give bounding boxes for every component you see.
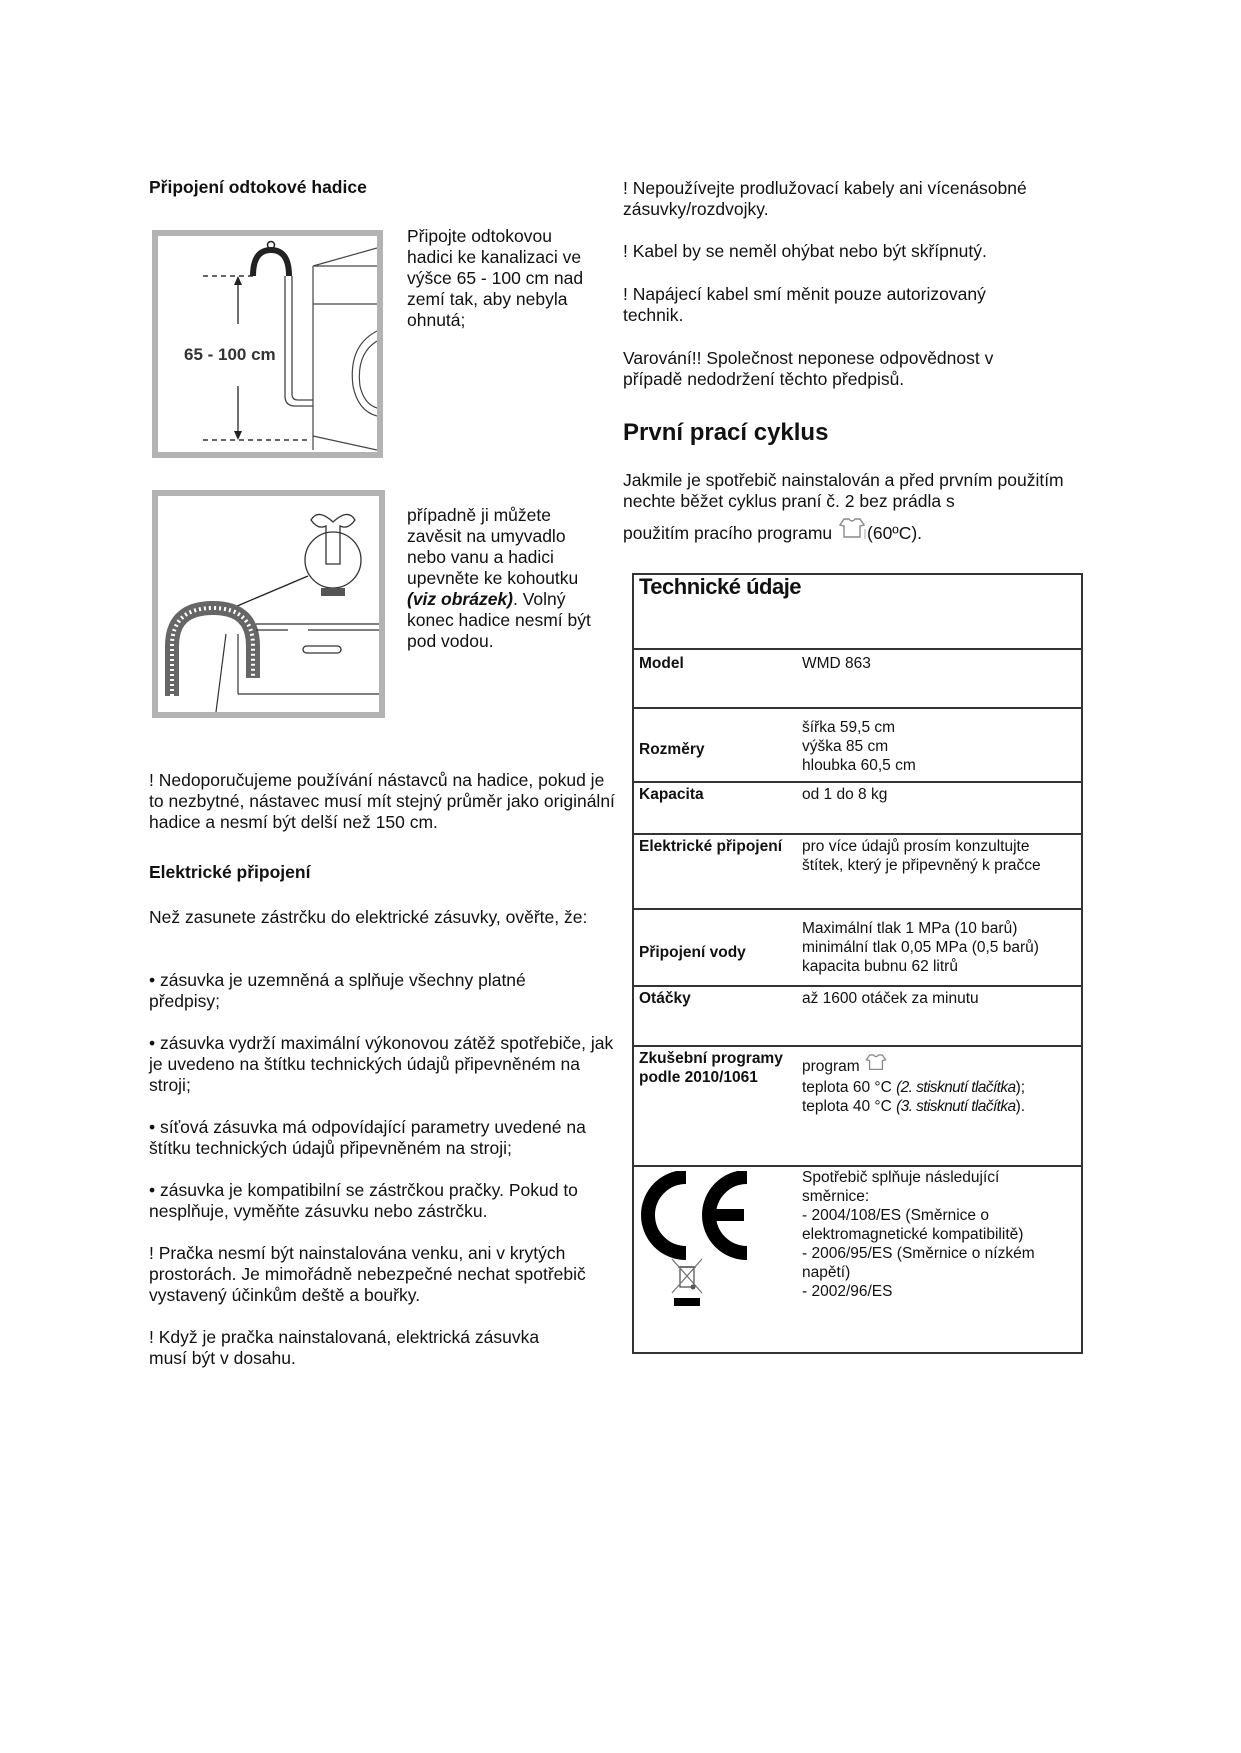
spec-value: pro více údajů prosím konzultujte štítek, který je připevněný k pračce [792,834,1082,909]
reach-warning-text: ! Když je pračka nainstalovaná, elektrická zásuvka musí být v dosahu. [149,1327,540,1368]
table-row [633,782,1082,834]
first-cycle-text: Jakmile je spotřebič nainstalován a před prvním použitím nechte běžet cyklus praní č. 2 bez prádla s [623,470,1064,511]
table-row [633,649,1082,708]
bullet-parameters: • síťová zásuvka má odpovídající parametry uvedené na štítku technických údajů připevněném na stroji; [149,1117,586,1158]
outdoor-warning-text: ! Pračka nesmí být nainstalována venku, ani v krytých prostorách. Je mimořádně nebezpečné nechat spotřebič vystavený účinkům deště a bouřky. [149,1243,586,1305]
drain-instruction-text: Připojte odtokovou hadici ke kanalizaci ve výšce 65 - 100 cm nad zemí tak, aby nebyla ohnutá; [407,226,584,330]
spec-key: Otáčky [633,986,792,1046]
spec-value: od 1 do 8 kg [792,782,1082,834]
technical-specs-table [632,573,1083,1354]
compliance-row [633,1166,1082,1353]
drain-height-illustration [158,236,377,452]
cable-bend-warning: ! Kabel by se neměl ohýbat nebo být skřípnutý. [623,241,987,261]
compliance-logos [633,1166,792,1353]
first-wash-cycle-heading: První prací cyklus [623,419,829,446]
bullet-compatible: • zásuvka je kompatibilní se zástrčkou pračky. Pokud to nesplňuje, vyměňte zásuvku nebo zástrčku. [149,1180,578,1221]
spec-value: až 1600 otáček za minutu [792,986,1082,1046]
hose-hook-text: případně ji můžete zavěsit na umyvadlo nebo vanu a hadici upevněte ke kohoutku (viz obrázek). Volný konec hadice nesmí být pod vodou. [407,505,591,651]
cable-replace-warning: ! Napájecí kabel smí měnit pouze autorizovaný technik. [623,284,986,325]
spec-title-row [633,574,1082,649]
electrical-intro-text: Než zasunete zástrčku do elektrické zásuvky, ověřte, že: [149,907,588,927]
spec-key: Model [633,649,792,708]
drain-height-figure [152,230,383,458]
electrical-connection-heading: Elektrické připojení [149,862,311,882]
table-row [633,909,1082,986]
spec-key: Kapacita [633,782,792,834]
bullet-max-load: • zásuvka vydrží maximální výkonovou zátěž spotřebiče, jak je uvedeno na štítku technických údajů připevněném na stroji; [149,1033,614,1095]
test-programs-row [633,1046,1082,1166]
ce-mark-icon [636,1171,756,1311]
liability-warning: Varování!! Společnost neponese odpovědnost v případě nedodržení těchto předpisů. [623,348,994,389]
hose-on-tub-illustration [158,496,379,712]
height-range-label: 65 - 100 cm [184,345,276,364]
spec-value: Maximální tlak 1 MPa (10 barů) minimální tlak 0,05 MPa (0,5 barů) kapacita bubnu 62 litrů [792,909,1082,986]
drain-hose-heading: Připojení odtokové hadice [149,177,367,197]
spec-value: program teplota 60 °C (2. stisknutí tlačítka); teplota 40 °C (3. stisknutí tlačítka). [792,1046,1082,1166]
extension-cable-warning: ! Nepoužívejte prodlužovací kabely ani vícenásobné zásuvky/rozdvojky. [623,178,1027,219]
crossed-bin-icon [672,1259,702,1306]
spec-key: Zkušební programy podle 2010/1061 [633,1046,792,1166]
spec-key: Rozměry [633,708,792,782]
first-cycle-program-text: použitím pracího programu (60ºC). [623,517,1083,546]
hose-on-tub-figure [152,490,385,718]
spec-value: šířka 59,5 cm výška 85 cm hloubka 60,5 cm [792,708,1082,782]
spec-key: Elektrické připojení [633,834,792,909]
extension-warning-text: ! Nedoporučujeme používání nástavců na hadice, pokud je to nezbytné, nástavec musí mít stejný průměr jako originální hadice a nesmí být delší než 150 cm. [149,770,615,832]
bullet-grounded: • zásuvka je uzemněná a splňuje všechny platné předpisy; [149,970,526,1011]
spec-value: WMD 863 [792,649,1082,708]
spec-key: Připojení vody [633,909,792,986]
table-row [633,986,1082,1046]
table-row [633,834,1082,909]
cotton-shirt-icon [864,1053,888,1078]
cotton-shirt-icon [837,517,867,546]
table-row [633,708,1082,782]
spec-table-title: Technické údaje [639,574,802,599]
compliance-directives: Spotřebič splňuje následující směrnice: - 2004/108/ES (Směrnice o elektromagnetické kompatibilitě) - 2006/95/ES (Směrnice o nízkém napětí) - 2002/96/ES [792,1166,1082,1353]
